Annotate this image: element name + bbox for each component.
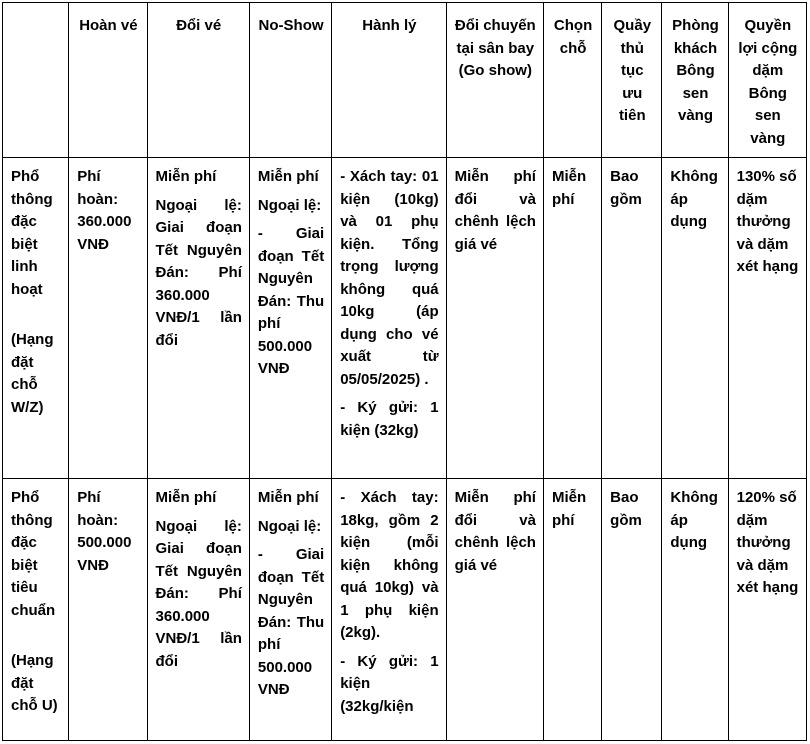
header-noshow: No-Show <box>249 3 331 158</box>
header-lounge: Phòng khách Bông sen vàng <box>662 3 728 158</box>
seat-cell: Miễn phí <box>543 158 601 479</box>
noshow-label: Ngoại lệ: <box>257 196 322 214</box>
change-main: Miễn phí <box>155 168 217 185</box>
priority-cell: Bao gồm <box>602 479 662 741</box>
header-miles: Quyền lợi cộng dặm Bông sen vàng <box>728 3 806 158</box>
header-goshow: Đổi chuyến tại sân bay (Go show) <box>446 3 543 158</box>
noshow-main: Miễn phí <box>257 489 319 506</box>
class-code: (Hạng đặt chỗ U) <box>11 652 58 714</box>
noshow-detail: - Giai đoạn Tết Nguyên Đán: Thu phí 500.000 VNĐ <box>257 546 325 698</box>
baggage-cell <box>332 479 446 741</box>
noshow-cell <box>249 158 331 479</box>
fare-comparison-table <box>2 2 807 741</box>
header-change: Đổi vé <box>147 3 249 158</box>
header-seat: Chọn chỗ <box>543 3 601 158</box>
priority-cell: Bao gồm <box>602 158 662 479</box>
change-exception: Ngoại lệ: Giai đoạn Tết Nguyên Đán: Phí 360.000 VNĐ/1 lần đổi <box>155 196 242 349</box>
goshow-cell: Miễn phí đổi và chênh lệch giá vé <box>446 479 543 741</box>
baggage-carry: - Xách tay: 01 kiện (10kg) và 01 phụ kiện. Tổng trọng lượng không quá 10kg (áp dụng cho vé xuất từ 05/05/2025) . <box>340 168 439 388</box>
lounge-cell: Không áp dụng <box>662 158 728 479</box>
header-empty <box>3 3 69 158</box>
change-cell <box>147 158 249 479</box>
change-cell <box>147 479 249 741</box>
table-row <box>3 479 807 741</box>
noshow-cell <box>249 479 331 741</box>
baggage-cell <box>332 158 446 479</box>
class-cell <box>3 158 69 479</box>
header-priority-counter: Quầy thủ tục ưu tiên <box>602 3 662 158</box>
miles-cell: 130% số dặm thưởng và dặm xét hạng <box>728 158 806 479</box>
header-refund: Hoàn vé <box>69 3 147 158</box>
change-main: Miễn phí <box>155 489 217 506</box>
class-code: (Hạng đặt chỗ W/Z) <box>11 331 54 416</box>
class-name: Phổ thông đặc biệt tiêu chuẩn <box>11 489 56 619</box>
baggage-checked: - Ký gửi: 1 kiện (32kg) <box>340 399 439 439</box>
miles-cell: 120% số dặm thưởng và dặm xét hạng <box>728 479 806 741</box>
header-row <box>3 3 807 158</box>
refund-cell: Phí hoàn: 500.000 VNĐ <box>69 479 147 741</box>
class-name: Phổ thông đặc biệt linh hoạt <box>11 168 53 298</box>
noshow-label: Ngoại lệ: <box>257 517 322 535</box>
change-exception: Ngoại lệ: Giai đoạn Tết Nguyên Đán: Phí 360.000 VNĐ/1 lần đổi <box>155 517 242 670</box>
table-row <box>3 158 807 479</box>
baggage-carry: - Xách tay: 18kg, gồm 2 kiện (mỗi kiện không quá 10kg) và 1 phụ kiện (2kg). <box>340 489 439 641</box>
refund-cell: Phí hoàn: 360.000 VNĐ <box>69 158 147 479</box>
goshow-cell: Miễn phí đổi và chênh lệch giá vé <box>446 158 543 479</box>
seat-cell: Miễn phí <box>543 479 601 741</box>
lounge-cell: Không áp dụng <box>662 479 728 741</box>
header-baggage: Hành lý <box>332 3 446 158</box>
noshow-detail: - Giai đoạn Tết Nguyên Đán: Thu phí 500.000 VNĐ <box>257 225 325 377</box>
baggage-checked: - Ký gửi: 1 kiện (32kg/kiện <box>340 652 439 715</box>
class-cell <box>3 479 69 741</box>
noshow-main: Miễn phí <box>257 168 319 185</box>
